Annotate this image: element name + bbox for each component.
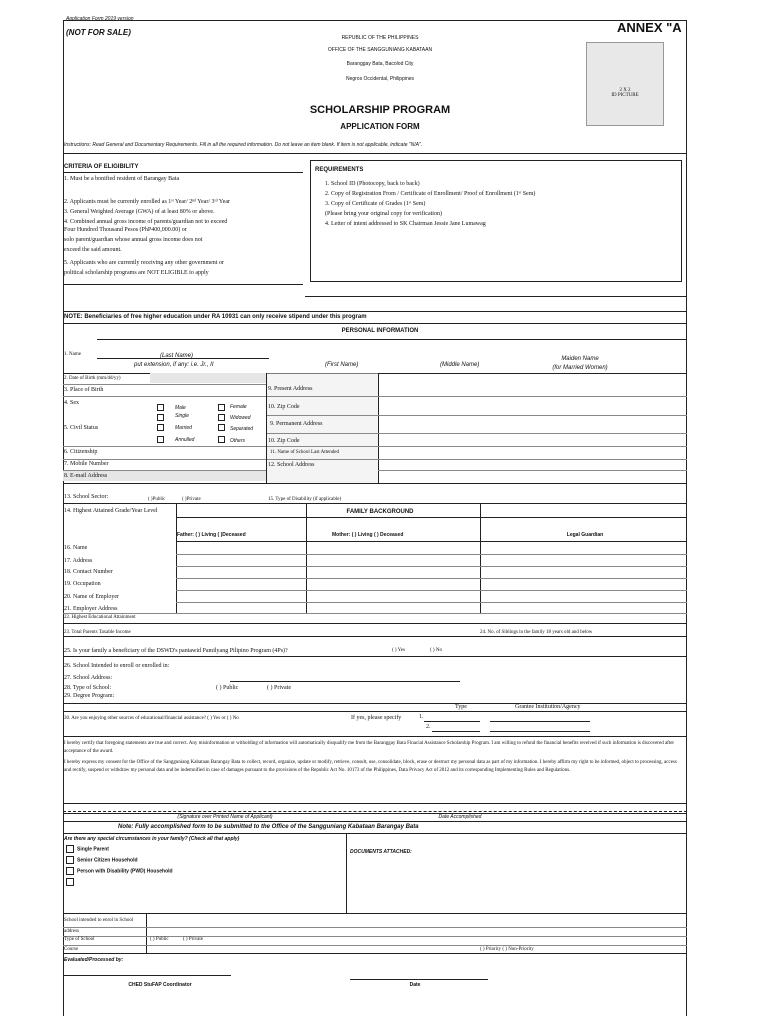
column-divider <box>146 913 147 953</box>
family-row-label: 20. Name of Employer <box>64 594 119 600</box>
footer-public[interactable]: ( ) Public <box>150 937 169 942</box>
divider <box>63 311 687 312</box>
divider <box>176 517 687 518</box>
others-label: Others <box>230 438 246 444</box>
right-border <box>686 20 687 1016</box>
divider <box>176 602 687 603</box>
divider <box>267 415 687 416</box>
citizenship-label: 6. Citizenship <box>64 449 98 455</box>
divider <box>176 566 687 567</box>
option-label: Senior Citizen Household <box>77 857 138 864</box>
divider <box>63 833 687 834</box>
specify-label: If yes, please specify <box>351 715 402 721</box>
submission-note: Note: Fully accomplished form to be submitted to the Office of the Sangguniang Kabataan Barangay Bata <box>118 824 419 830</box>
divider <box>305 296 686 297</box>
criteria-list <box>64 176 304 280</box>
divider <box>63 953 687 954</box>
requirements-heading: REQUIREMENTS <box>315 167 364 173</box>
divider <box>63 813 687 814</box>
column-divider <box>480 503 481 613</box>
single-checkbox[interactable] <box>157 414 164 421</box>
specify-1-agency[interactable] <box>490 721 590 722</box>
option-label: Single Parent <box>77 846 109 853</box>
married-label: Married <box>175 425 192 431</box>
priority-options[interactable]: ( ) Priority ( ) Non-Priority <box>480 947 534 952</box>
divider <box>267 446 687 447</box>
page-title: SCHOLARSHIP PROGRAM <box>309 104 451 116</box>
income-label: 23. Total Parents Taxable Income <box>64 630 131 635</box>
criteria-heading: CRITERIA OF ELIGIBILITY <box>64 164 139 170</box>
date-accomplished-label: Date Accomplished <box>438 814 482 820</box>
divider <box>63 927 687 928</box>
separated-label: Separated <box>230 426 254 432</box>
q25-label: 25. Is your family a beneficiary of the DSWD's pantawid Pamilyang Pilipino Program (4Ps)? <box>64 648 288 654</box>
school-intended-label: School intended to enrol in School <box>64 918 134 923</box>
female-checkbox[interactable] <box>218 404 225 411</box>
family-row-label: 16. Name <box>64 545 88 551</box>
course-label: Course <box>64 947 79 952</box>
q28-public[interactable]: ( ) Public <box>216 685 239 691</box>
separated-checkbox[interactable] <box>218 424 225 431</box>
zip-code-label: 10. Zip Code <box>268 404 300 410</box>
q28-private[interactable]: ( ) Private <box>267 685 291 691</box>
annex-label: ANNEX "A <box>617 20 682 35</box>
criteria-item: solo parent/guardian whose annual gross income does not <box>64 237 203 243</box>
disability-label: 15. Type of Disability (if applicable) <box>268 497 342 502</box>
male-label: Male <box>175 405 186 411</box>
instructions: Instructions: Read General and Documentary Requirements. Fill in all the required information. Do not leave an item blank. If item is not applicable, indicate "N/A". <box>64 142 423 148</box>
criteria-item: 2. Applicants must be currently enrolled as 1ˢᵗ Year/ 2ⁿᵈ Year/ 3ʳᵈ Year <box>64 199 230 205</box>
option-label: Person with Disability (PWD) Household <box>77 868 173 875</box>
note-ra10931: NOTE: Beneficiaries of free higher education under RA 10931 can only receive stipend under this program <box>64 314 367 320</box>
grantee-column: Grantee Institution/Agency <box>515 704 581 710</box>
extension-hint: put extension, if any: i.e. Jr., II <box>134 362 214 368</box>
divider <box>176 554 687 555</box>
family-row-label: 18. Contact Number <box>64 569 113 575</box>
not-for-sale: (NOT FOR SALE) <box>66 28 131 37</box>
q25-no[interactable]: ( ) No <box>430 648 442 653</box>
divider <box>63 821 687 822</box>
criteria-item: 3. General Weighted Average (GWA) of at least 80% or above. <box>64 209 215 215</box>
zip-code-label-2: 10. Zip Code <box>268 438 300 444</box>
divider <box>63 446 267 447</box>
divider <box>267 433 687 434</box>
criteria-bottom <box>63 284 303 285</box>
requirements-list <box>325 181 677 231</box>
divider <box>63 396 267 397</box>
maiden-name-hint: Maiden Name <box>561 356 599 362</box>
photo-size: 2 X 2 <box>619 88 631 93</box>
top-border <box>63 20 687 21</box>
family-row-label: 17. Address <box>64 558 93 564</box>
criteria-item: exceed the said amount. <box>64 247 122 253</box>
specify-1-blank[interactable] <box>424 721 480 722</box>
divider <box>63 483 687 484</box>
annulled-label: Annulled <box>175 437 195 443</box>
family-background-heading: FAMILY BACKGROUND <box>346 509 414 515</box>
last-school-label: 11. Name of School Last Attended <box>270 450 339 455</box>
evaluated-by-label: Evaluated/Processed by: <box>64 957 124 963</box>
first-name-hint: (First Name) <box>325 362 359 368</box>
school-address-label: 12. School Address <box>268 462 315 468</box>
requirements-box <box>310 160 682 282</box>
photo-label: ID PICTURE <box>611 93 639 98</box>
sector-public[interactable]: ( )Public <box>148 497 166 502</box>
single-label: Single <box>175 413 189 419</box>
maiden-name-sub: (for Married Women) <box>552 365 608 371</box>
checkbox-icon[interactable] <box>66 856 74 864</box>
divider <box>267 396 687 397</box>
criteria-item: 5. Applicants who are currently receiving any other government or <box>64 260 224 266</box>
last-name-hint: (Last Name) <box>160 353 194 359</box>
others-checkbox[interactable] <box>218 436 225 443</box>
guardian-heading: Legal Guardian <box>566 532 604 538</box>
q25-yes[interactable]: ( ) Yes <box>392 648 405 653</box>
documents-attached-label: DOCUMENTS ATTACHED: <box>350 849 412 855</box>
requirement-item: 1. School ID (Photocopy, back to back) <box>325 181 420 187</box>
requirement-item: (Please bring your original copy for verification) <box>325 211 442 217</box>
coordinator-line[interactable] <box>63 975 231 976</box>
name-label: 1. Name <box>64 352 81 357</box>
requirement-item: 2. Copy of Registration From / Certificate of Enrollment/ Proof of Enrollment (1ˢᵗ Sem) <box>325 191 536 197</box>
mother-status[interactable]: Mother: ( ) Living ( ) Deceased <box>332 532 404 538</box>
q30-label: 30. Are you enjoying other sources of educational/financial assistance? ( ) Yes or ( ) No <box>64 716 239 721</box>
criteria-item: Four Hundred Thousand Pesos (PhP400,000.00) or <box>64 227 187 233</box>
specify-1: 1. <box>419 714 424 720</box>
column-divider <box>306 503 307 613</box>
divider <box>63 711 687 712</box>
cut-line <box>63 811 687 812</box>
personal-info-heading: PERSONAL INFORMATION <box>341 328 419 334</box>
female-label: Female <box>230 404 247 410</box>
specify-2: 2. <box>426 724 431 730</box>
footer-date-label: Date <box>409 982 421 988</box>
q27-label: 27. School Address: <box>64 675 113 681</box>
divider <box>97 339 687 340</box>
divider <box>63 803 687 804</box>
civil-status-label: 5. Civil Status <box>64 425 99 431</box>
checkbox-icon[interactable] <box>66 867 74 875</box>
family-row-label: 22. Highest Educational Attainment <box>64 615 136 620</box>
dob-field[interactable] <box>150 373 266 383</box>
criteria-item: political scholarship programs are NOT ELIGIBLE to apply <box>64 270 209 276</box>
divider <box>267 459 687 460</box>
type-column: Type <box>455 704 467 710</box>
divider <box>63 703 687 704</box>
annulled-checkbox[interactable] <box>157 436 164 443</box>
q26-label: 26. School Intended to enroll or enrolled in: <box>64 663 170 669</box>
signature-label: (Signature over Printed Name of Applicant) <box>177 814 273 820</box>
id-photo-box[interactable] <box>586 42 664 126</box>
middle-name-hint: (Middle Name) <box>440 362 480 368</box>
permanent-address-label: 9. Permanent Address <box>270 421 323 427</box>
present-address-label: 9. Present Address <box>268 386 313 392</box>
school-sector-label: 13. School Sector: <box>64 494 109 500</box>
criteria-item: 4. Combined annual gross income of parents/guardian not to exceed <box>64 219 228 225</box>
page-subtitle: APPLICATION FORM <box>340 122 420 131</box>
sex-label: 4. Sex <box>64 400 79 406</box>
pob-label: 3. Place of Birth <box>64 387 104 393</box>
consent-text: I hereby express my consent for the Office of the Sangguniang Kabataan Barangay Bata to collect, record, organize, update or modify, retrieve, consult, use, consolidate, block, erase or destruct my personal data as part of my information. I hereby affirm my right to be informed, object to processing, access and rectify, suspend or withdraw my personal data and be indemnified in case of damages pursuant to the provisions of the Republic Act No. 10173 of the Philippines, Data Privacy Act of 2012 and its corresponding Implementing Rules and Regulations. <box>64 760 677 773</box>
specify-2-agency[interactable] <box>490 731 590 732</box>
divider <box>63 459 267 460</box>
male-checkbox[interactable] <box>157 404 164 411</box>
requirement-item: 4. Letter of intent addressed to SK Chairman Jessie Jane Lumawag <box>325 221 486 227</box>
other-option[interactable] <box>66 878 77 886</box>
divider <box>63 503 687 504</box>
single-parent-option[interactable] <box>66 845 109 853</box>
type-school-label: Type of School <box>64 937 95 942</box>
column-divider <box>176 503 177 613</box>
mobile-label: 7. Mobile Number <box>64 461 109 467</box>
republic-line: REPUBLIC OF THE PHILIPPINES <box>341 35 419 41</box>
footer-private[interactable]: ( ) Private <box>183 937 203 942</box>
criteria-item: 1. Must be a bonified resident of Barangay Bata <box>64 176 180 182</box>
q28-label: 28. Type of School: <box>64 685 112 691</box>
divider <box>63 913 687 914</box>
divider <box>63 613 687 614</box>
father-status[interactable]: Father: ( ) Living ( )Deceased <box>177 532 246 538</box>
date-line[interactable] <box>350 979 488 980</box>
specify-2-blank[interactable] <box>432 731 480 732</box>
email-label: 8. E-mail Address <box>64 473 108 479</box>
married-checkbox[interactable] <box>157 424 164 431</box>
divider <box>63 323 687 324</box>
divider <box>176 541 687 542</box>
grade-level-label: 14. Highest Attained Grade/Year Level <box>64 508 158 514</box>
divider <box>63 656 687 657</box>
divider <box>378 470 687 471</box>
divider <box>63 384 267 385</box>
divider <box>63 636 687 637</box>
divider <box>97 358 269 359</box>
family-row-label: 21. Employer Address <box>64 606 118 612</box>
criteria-underline <box>63 172 303 173</box>
siblings-label: 24. No. of Siblings in the family 18 years old and below <box>480 630 593 635</box>
form-version: Application Form 2019 version <box>66 16 134 22</box>
province-line: Negros Occidental, Philippines <box>345 76 415 82</box>
dob-label: 2. Date of Birth (mm/dd/yy) <box>64 376 121 381</box>
divider <box>63 153 687 154</box>
checkbox-icon[interactable] <box>66 878 74 886</box>
q29-label: 29. Degree Program: <box>64 693 115 699</box>
school-address-blank[interactable] <box>230 681 460 682</box>
column-divider <box>378 373 379 483</box>
coordinator-label: CHED StuFAP Coordinator <box>128 982 192 988</box>
circumstances-question: Are there any special circumstances in your family? (Check all that apply) <box>64 836 240 842</box>
divider <box>63 623 687 624</box>
divider <box>176 590 687 591</box>
pwd-option[interactable] <box>66 867 173 875</box>
checkbox-icon[interactable] <box>66 845 74 853</box>
divider <box>63 736 687 737</box>
requirement-item: 3. Copy of Certificate of Grades (1ˢᵗ Sem) <box>325 201 426 207</box>
divider <box>176 578 687 579</box>
widowed-checkbox[interactable] <box>218 414 225 421</box>
barangay-line: Baranggay Bata, Bacolod City <box>346 61 414 67</box>
office-line: OFFICE OF THE SANGGUNIANG KABATAAN <box>327 47 433 53</box>
address-label: address <box>64 929 79 934</box>
certification-text: I hereby certify that foregoing statements are true and correct. Any misinformation or witholding of information will automatically disqualify me from the Baranggay Bata Finacial Assistance Scholarship Program. I am willing to refund the financial benefits received if such information is discovered after acceptance of the award. <box>64 741 675 754</box>
divider <box>63 945 687 946</box>
sector-private[interactable]: ( )Private <box>182 497 201 502</box>
widowed-label: Widowed <box>230 415 251 421</box>
senior-citizen-option[interactable] <box>66 856 138 864</box>
column-divider <box>346 833 347 913</box>
family-row-label: 19. Occupation <box>64 581 101 587</box>
